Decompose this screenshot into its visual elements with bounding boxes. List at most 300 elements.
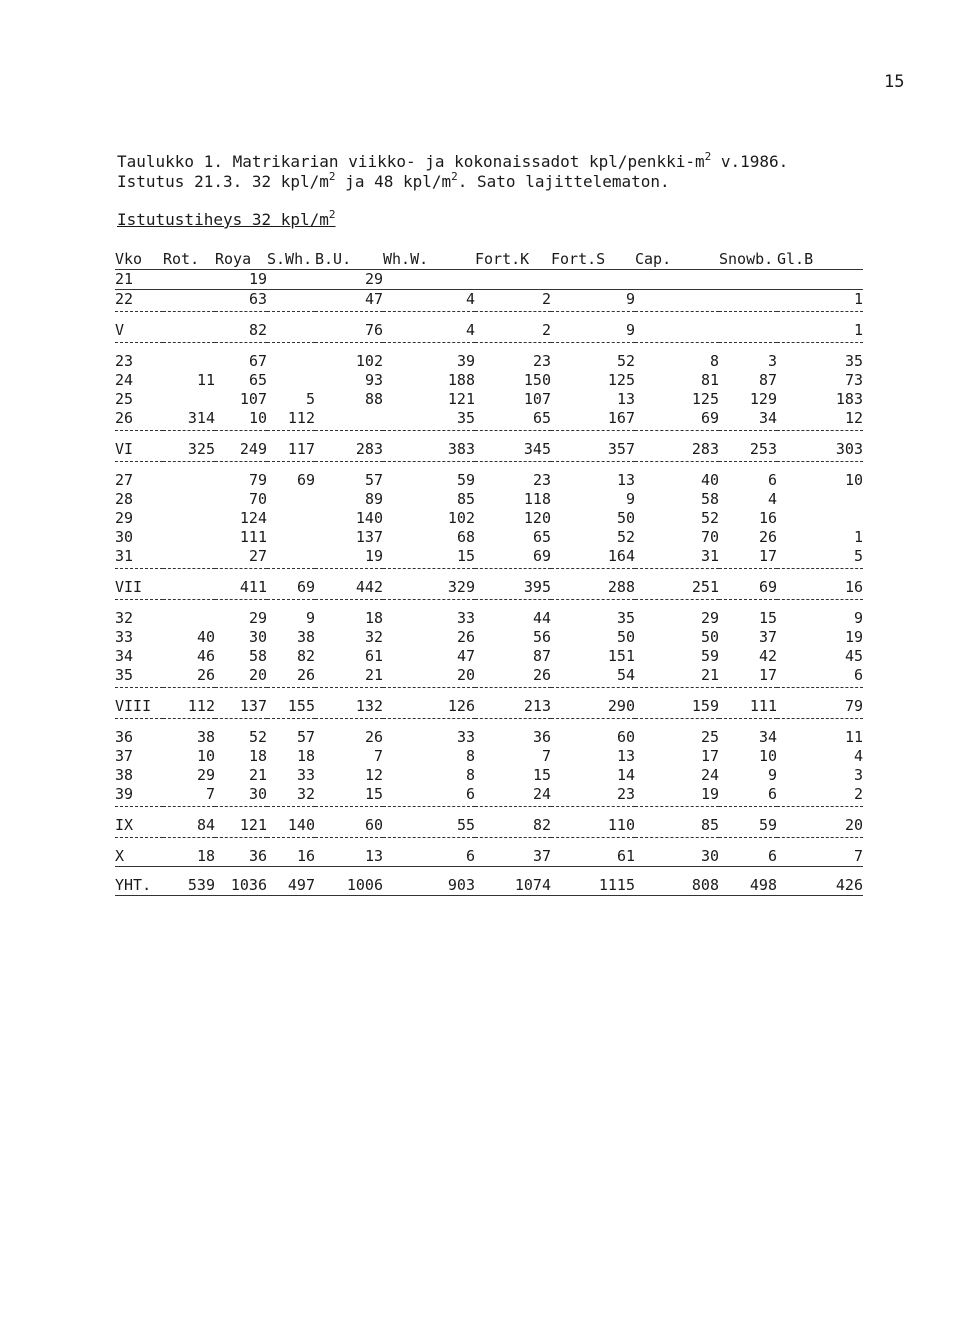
- value-cell: 52: [616, 528, 635, 546]
- value-cell: 111: [239, 528, 267, 546]
- value-cell: 58: [248, 647, 267, 665]
- table-row: [115, 270, 863, 290]
- value-cell: 4: [853, 747, 863, 765]
- value-cell: 9: [551, 321, 635, 343]
- value-cell: 67: [248, 352, 267, 370]
- value-cell: 3: [853, 766, 863, 784]
- value-cell: 69: [475, 547, 551, 569]
- value-cell: 26: [163, 666, 215, 688]
- value-cell: 38: [196, 728, 215, 746]
- row-spacer: [115, 343, 863, 353]
- value-cell: 497: [267, 876, 315, 896]
- table-row: [115, 847, 863, 867]
- value-cell: 118: [523, 490, 551, 508]
- value-cell: 27: [215, 547, 267, 569]
- value-cell: 19: [635, 785, 719, 807]
- value-cell: 87: [758, 371, 777, 389]
- value-cell: [163, 321, 215, 343]
- value-cell: [163, 547, 215, 569]
- value-cell: [383, 270, 475, 290]
- value-cell: 58: [700, 490, 719, 508]
- table-caption-line-2: Istutus 21.3. 32 kpl/$m^2$ ja 48 kpl/$m^2$. Sato lajittelematon.: [117, 170, 670, 191]
- value-cell: 30: [635, 847, 719, 867]
- value-cell: 155: [267, 697, 315, 719]
- value-cell: [267, 528, 315, 547]
- value-cell: 82: [215, 321, 267, 343]
- value-cell: 6: [777, 666, 863, 688]
- table-row: [115, 628, 863, 647]
- value-cell: 121: [447, 390, 475, 408]
- value-cell: [267, 509, 315, 528]
- row-spacer: [115, 431, 863, 441]
- value-cell: [719, 321, 777, 343]
- value-cell: 17: [700, 747, 719, 765]
- value-cell: 10: [844, 471, 863, 489]
- value-cell: 2: [777, 785, 863, 807]
- table-row: [115, 766, 863, 785]
- spacer-cell: [115, 600, 863, 610]
- value-cell: 16: [777, 578, 863, 600]
- value-cell: 107: [239, 390, 267, 408]
- value-cell: 159: [635, 697, 719, 719]
- row-spacer: [115, 569, 863, 579]
- value-cell: 13: [315, 847, 383, 867]
- value-cell: 395: [475, 578, 551, 600]
- table-row: [115, 440, 863, 462]
- value-cell: 125: [691, 390, 719, 408]
- value-cell: 33: [456, 609, 475, 627]
- value-cell: 20: [777, 816, 863, 838]
- table-row: [115, 816, 863, 838]
- spacer-cell: [115, 838, 863, 848]
- value-cell: 18: [163, 847, 215, 867]
- value-cell: 10: [215, 409, 267, 431]
- value-cell: 44: [532, 609, 551, 627]
- table-row: [115, 876, 863, 896]
- value-cell: 4: [767, 490, 777, 508]
- value-cell: 35: [383, 409, 475, 431]
- table-body: [115, 250, 863, 896]
- value-cell: 15: [758, 609, 777, 627]
- week-cell: 34: [115, 647, 134, 665]
- value-cell: [267, 270, 315, 290]
- value-cell: [267, 290, 315, 312]
- value-cell: [551, 270, 635, 290]
- value-cell: 40: [700, 471, 719, 489]
- column-header: Cap.: [635, 250, 719, 270]
- table-row: [115, 390, 863, 409]
- value-cell: [163, 528, 215, 547]
- value-cell: 1074: [475, 876, 551, 896]
- value-cell: 9: [767, 766, 777, 784]
- spacer-cell: [115, 569, 863, 579]
- value-cell: 13: [616, 390, 635, 408]
- table-row: [115, 647, 863, 666]
- value-cell: 23: [532, 471, 551, 489]
- value-cell: 89: [364, 490, 383, 508]
- value-cell: 69: [267, 578, 315, 600]
- value-cell: 125: [607, 371, 635, 389]
- value-cell: 21: [635, 666, 719, 688]
- column-header: Wh.W.: [383, 250, 475, 270]
- value-cell: 411: [215, 578, 267, 600]
- value-cell: 1: [853, 528, 863, 546]
- value-cell: 76: [315, 321, 383, 343]
- value-cell: 79: [777, 697, 863, 719]
- value-cell: 20: [383, 666, 475, 688]
- table-row: [115, 371, 863, 390]
- week-cell: VII: [115, 578, 163, 600]
- value-cell: [267, 490, 315, 509]
- spacer-cell: [115, 312, 863, 322]
- value-cell: 183: [835, 390, 863, 408]
- table-header-row: [115, 250, 863, 270]
- value-cell: 65: [532, 528, 551, 546]
- value-cell: [315, 409, 383, 431]
- week-cell: 29: [115, 509, 134, 527]
- value-cell: 112: [163, 697, 215, 719]
- table-row: [115, 471, 863, 490]
- column-header: Fort.S: [551, 250, 635, 270]
- value-cell: 60: [315, 816, 383, 838]
- value-cell: 150: [523, 371, 551, 389]
- value-cell: 383: [383, 440, 475, 462]
- value-cell: 8: [465, 747, 475, 765]
- value-cell: 47: [315, 290, 383, 312]
- value-cell: 6: [383, 847, 475, 867]
- value-cell: 1036: [215, 876, 267, 896]
- table-row: [115, 547, 863, 569]
- value-cell: 9: [853, 609, 863, 627]
- value-cell: 24: [700, 766, 719, 784]
- value-cell: 57: [364, 471, 383, 489]
- spacer-cell: [115, 343, 863, 353]
- value-cell: 167: [551, 409, 635, 431]
- value-cell: 88: [364, 390, 383, 408]
- value-cell: 70: [248, 490, 267, 508]
- table-row: [115, 609, 863, 628]
- value-cell: 61: [364, 647, 383, 665]
- value-cell: 7: [541, 747, 551, 765]
- value-cell: 54: [551, 666, 635, 688]
- value-cell: 26: [456, 628, 475, 646]
- table-row: [115, 528, 863, 547]
- value-cell: 111: [719, 697, 777, 719]
- value-cell: 59: [719, 816, 777, 838]
- table-row: [115, 409, 863, 431]
- spacer-cell: [115, 719, 863, 729]
- table-row: [115, 747, 863, 766]
- value-cell: 12: [777, 409, 863, 431]
- table-row: [115, 578, 863, 600]
- table-row: [115, 785, 863, 807]
- value-cell: 69: [635, 409, 719, 431]
- spacer-cell: [115, 867, 863, 877]
- value-cell: 34: [719, 409, 777, 431]
- value-cell: 13: [616, 471, 635, 489]
- value-cell: 120: [523, 509, 551, 527]
- value-cell: 50: [700, 628, 719, 646]
- column-header: S.Wh.: [267, 250, 315, 270]
- value-cell: 18: [248, 747, 267, 765]
- row-spacer: [115, 312, 863, 322]
- week-cell: VIII: [115, 697, 163, 719]
- value-cell: 21: [315, 666, 383, 688]
- value-cell: 7: [373, 747, 383, 765]
- value-cell: 15: [383, 547, 475, 569]
- value-cell: 35: [616, 609, 635, 627]
- value-cell: 303: [777, 440, 863, 462]
- value-cell: 140: [267, 816, 315, 838]
- value-cell: 6: [383, 785, 475, 807]
- value-cell: 60: [616, 728, 635, 746]
- table-row: [115, 728, 863, 747]
- value-cell: [163, 490, 215, 509]
- value-cell: 65: [248, 371, 267, 389]
- value-cell: 79: [248, 471, 267, 489]
- value-cell: 808: [635, 876, 719, 896]
- week-cell: 37: [115, 747, 134, 765]
- value-cell: 1006: [315, 876, 383, 896]
- value-cell: [163, 609, 215, 628]
- value-cell: 18: [296, 747, 315, 765]
- value-cell: 1115: [551, 876, 635, 896]
- value-cell: 68: [456, 528, 475, 546]
- value-cell: 6: [719, 847, 777, 867]
- value-cell: 3: [767, 352, 777, 370]
- value-cell: [267, 352, 315, 371]
- value-cell: [777, 270, 863, 290]
- value-cell: 69: [719, 578, 777, 600]
- value-cell: 26: [758, 528, 777, 546]
- value-cell: 9: [305, 609, 315, 627]
- table-row: [115, 490, 863, 509]
- value-cell: 213: [475, 697, 551, 719]
- table-row: [115, 352, 863, 371]
- value-cell: 7: [163, 785, 215, 807]
- value-cell: [163, 509, 215, 528]
- planting-density-heading: Istutustiheys 32 kpl/$m^2$: [117, 208, 336, 229]
- value-cell: 52: [616, 352, 635, 370]
- value-cell: 112: [267, 409, 315, 431]
- week-cell: 38: [115, 766, 134, 784]
- value-cell: 249: [215, 440, 267, 462]
- value-cell: 37: [758, 628, 777, 646]
- spacer-cell: [115, 431, 863, 441]
- value-cell: 498: [719, 876, 777, 896]
- value-cell: 32: [364, 628, 383, 646]
- column-header: Snowb.: [719, 250, 777, 270]
- value-cell: 126: [383, 697, 475, 719]
- value-cell: 17: [719, 666, 777, 688]
- value-cell: 2: [475, 290, 551, 312]
- value-cell: [163, 270, 215, 290]
- value-cell: [267, 547, 315, 569]
- value-cell: [777, 509, 863, 528]
- value-cell: 124: [239, 509, 267, 527]
- value-cell: 84: [163, 816, 215, 838]
- value-cell: [635, 270, 719, 290]
- value-cell: 26: [364, 728, 383, 746]
- value-cell: 12: [364, 766, 383, 784]
- value-cell: 57: [296, 728, 315, 746]
- value-cell: 4: [383, 321, 475, 343]
- value-cell: 29: [315, 270, 383, 290]
- week-cell: 30: [115, 528, 134, 546]
- week-cell: 32: [115, 609, 134, 627]
- row-spacer: [115, 807, 863, 817]
- value-cell: 33: [456, 728, 475, 746]
- column-header: Vko: [115, 250, 163, 270]
- value-cell: 65: [475, 409, 551, 431]
- value-cell: 345: [475, 440, 551, 462]
- value-cell: [719, 290, 777, 312]
- value-cell: 24: [475, 785, 551, 807]
- value-cell: [163, 290, 215, 312]
- value-cell: 102: [447, 509, 475, 527]
- value-cell: 82: [475, 816, 551, 838]
- value-cell: [777, 490, 863, 509]
- column-header: Fort.K: [475, 250, 551, 270]
- value-cell: 11: [844, 728, 863, 746]
- value-cell: [719, 270, 777, 290]
- value-cell: 8: [709, 352, 719, 370]
- value-cell: 283: [315, 440, 383, 462]
- value-cell: 16: [758, 509, 777, 527]
- value-cell: 5: [305, 390, 315, 408]
- value-cell: 15: [315, 785, 383, 807]
- value-cell: 1: [777, 321, 863, 343]
- spacer-cell: [115, 807, 863, 817]
- value-cell: 9: [625, 490, 635, 508]
- value-cell: 36: [532, 728, 551, 746]
- value-cell: 314: [163, 409, 215, 431]
- value-cell: [267, 321, 315, 343]
- value-cell: 17: [719, 547, 777, 569]
- value-cell: 132: [315, 697, 383, 719]
- value-cell: 121: [215, 816, 267, 838]
- value-cell: 69: [296, 471, 315, 489]
- value-cell: 82: [296, 647, 315, 665]
- value-cell: 52: [700, 509, 719, 527]
- value-cell: 2: [475, 321, 551, 343]
- value-cell: 18: [364, 609, 383, 627]
- row-spacer: [115, 867, 863, 877]
- value-cell: 50: [616, 509, 635, 527]
- week-cell: 33: [115, 628, 134, 646]
- value-cell: 325: [163, 440, 215, 462]
- value-cell: 37: [475, 847, 551, 867]
- value-cell: [475, 270, 551, 290]
- value-cell: 290: [551, 697, 635, 719]
- value-cell: 129: [749, 390, 777, 408]
- value-cell: 11: [196, 371, 215, 389]
- value-cell: 357: [551, 440, 635, 462]
- value-cell: 140: [355, 509, 383, 527]
- value-cell: 35: [844, 352, 863, 370]
- value-cell: 10: [758, 747, 777, 765]
- value-cell: 8: [465, 766, 475, 784]
- week-cell: 25: [115, 390, 134, 408]
- value-cell: 40: [196, 628, 215, 646]
- value-cell: 31: [635, 547, 719, 569]
- table-row: [115, 697, 863, 719]
- value-cell: 87: [532, 647, 551, 665]
- value-cell: 21: [248, 766, 267, 784]
- value-cell: 36: [215, 847, 267, 867]
- column-header: B.U.: [315, 250, 383, 270]
- week-cell: 31: [115, 547, 163, 569]
- week-cell: V: [115, 321, 163, 343]
- value-cell: 19: [215, 270, 267, 290]
- value-cell: 63: [215, 290, 267, 312]
- week-cell: 21: [115, 270, 163, 290]
- value-cell: 56: [532, 628, 551, 646]
- value-cell: 329: [383, 578, 475, 600]
- value-cell: 73: [844, 371, 863, 389]
- week-cell: 22: [115, 290, 163, 312]
- week-cell: IX: [115, 816, 163, 838]
- value-cell: [163, 471, 215, 490]
- table-row: [115, 290, 863, 312]
- value-cell: 81: [700, 371, 719, 389]
- value-cell: 32: [267, 785, 315, 807]
- value-cell: 47: [456, 647, 475, 665]
- value-cell: 59: [700, 647, 719, 665]
- value-cell: 30: [248, 628, 267, 646]
- value-cell: 164: [551, 547, 635, 569]
- value-cell: 137: [355, 528, 383, 546]
- value-cell: [163, 390, 215, 409]
- week-cell: YHT.: [115, 876, 163, 896]
- week-cell: 28: [115, 490, 134, 508]
- value-cell: 151: [607, 647, 635, 665]
- value-cell: [163, 352, 215, 371]
- value-cell: 251: [635, 578, 719, 600]
- value-cell: 903: [383, 876, 475, 896]
- row-spacer: [115, 838, 863, 848]
- row-spacer: [115, 600, 863, 610]
- value-cell: 6: [767, 471, 777, 489]
- value-cell: 46: [196, 647, 215, 665]
- row-spacer: [115, 462, 863, 472]
- value-cell: 52: [248, 728, 267, 746]
- week-cell: 35: [115, 666, 163, 688]
- value-cell: 85: [635, 816, 719, 838]
- value-cell: 26: [267, 666, 315, 688]
- column-header: Rot.: [163, 250, 215, 270]
- week-cell: VI: [115, 440, 163, 462]
- column-header: Roya: [215, 250, 267, 270]
- week-cell: X: [115, 847, 163, 867]
- page-number: 15: [884, 72, 905, 92]
- value-cell: 34: [758, 728, 777, 746]
- row-spacer: [115, 719, 863, 729]
- value-cell: 85: [456, 490, 475, 508]
- week-cell: 36: [115, 728, 134, 746]
- value-cell: 19: [844, 628, 863, 646]
- value-cell: 20: [215, 666, 267, 688]
- value-cell: 1: [777, 290, 863, 312]
- value-cell: 42: [758, 647, 777, 665]
- row-spacer: [115, 688, 863, 698]
- value-cell: 283: [635, 440, 719, 462]
- value-cell: 39: [456, 352, 475, 370]
- value-cell: 110: [551, 816, 635, 838]
- value-cell: 59: [456, 471, 475, 489]
- spacer-cell: [115, 462, 863, 472]
- value-cell: 16: [267, 847, 315, 867]
